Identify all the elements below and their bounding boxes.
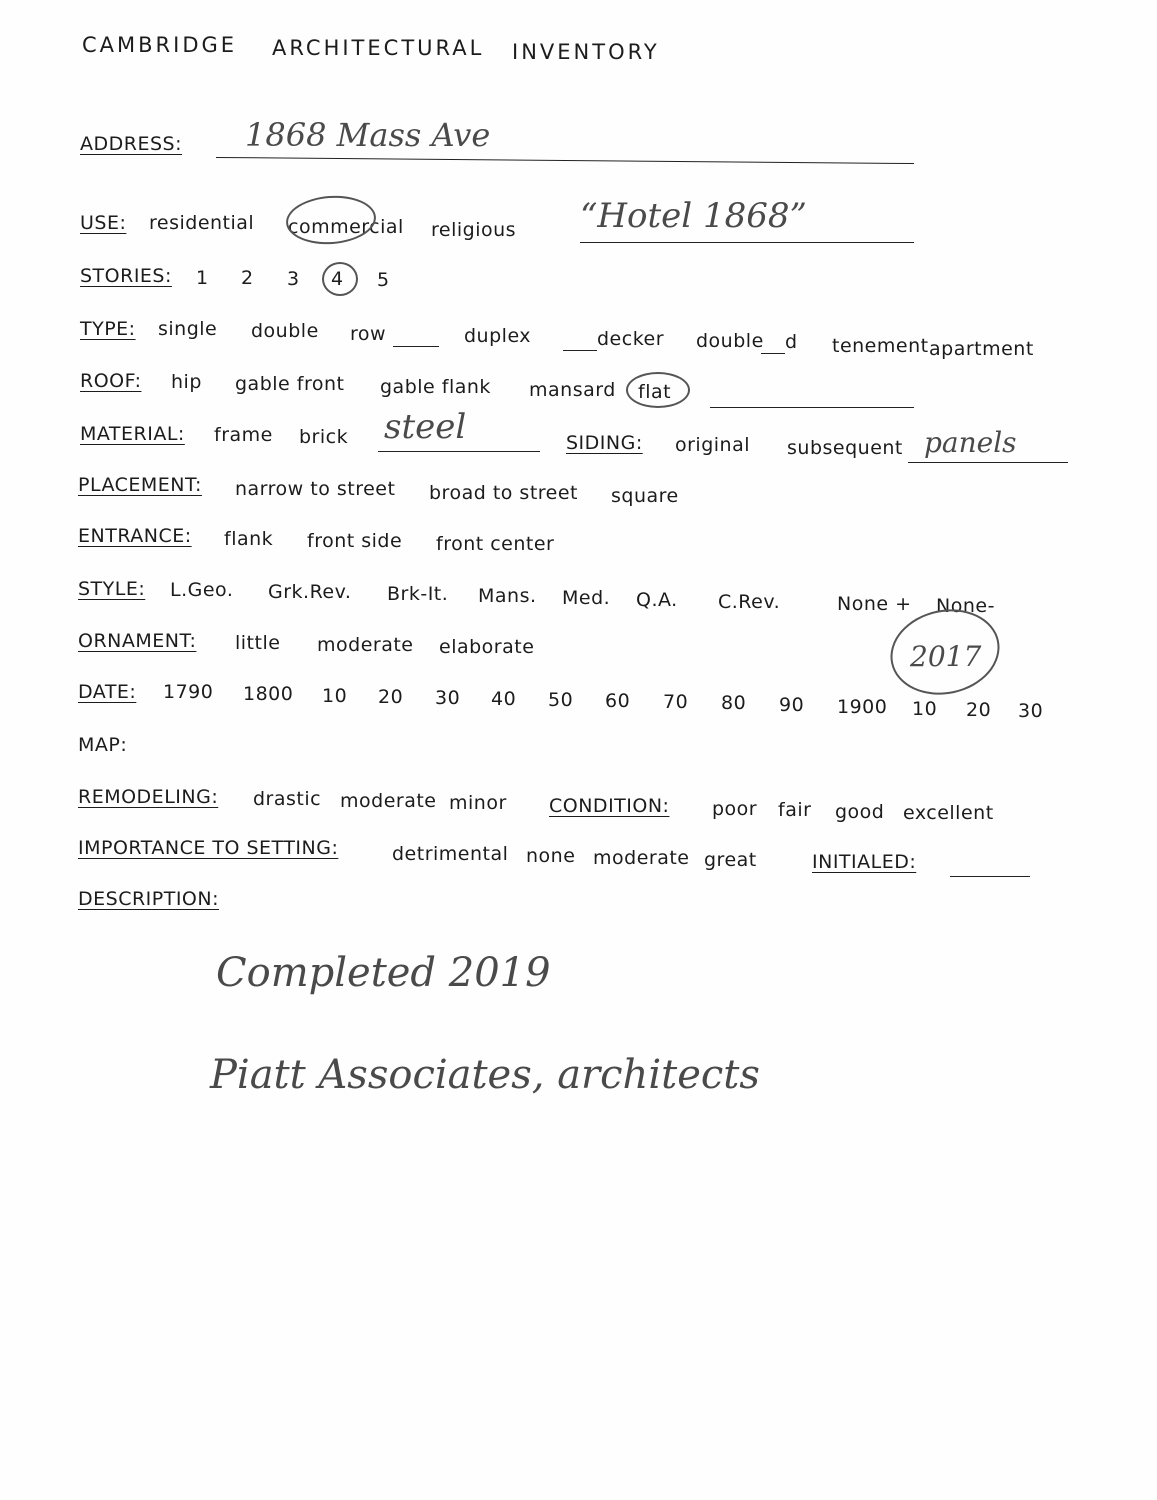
roof-label: ROOF: <box>80 370 142 392</box>
description-line-1: Completed 2019 <box>216 950 551 996</box>
roof-hip: hip <box>171 371 202 393</box>
type-apartment: apartment <box>929 338 1034 360</box>
roof-mansard: mansard <box>529 379 616 401</box>
style-crev: C.Rev. <box>718 591 781 613</box>
date-80: 80 <box>721 692 747 714</box>
roof-other-line <box>710 407 914 408</box>
siding-subsequent: subsequent <box>787 437 903 459</box>
use-commercial-circle <box>284 193 377 247</box>
condition-poor: poor <box>712 798 758 820</box>
date-30: 30 <box>435 687 461 709</box>
placement-label: PLACEMENT: <box>78 474 202 496</box>
ornament-elaborate: elaborate <box>439 636 535 658</box>
placement-broad: broad to street <box>429 482 579 504</box>
material-brick: brick <box>299 426 349 448</box>
stories-label: STORIES: <box>80 265 172 287</box>
address-value: 1868 Mass Ave <box>245 116 491 154</box>
date-60: 60 <box>605 690 631 712</box>
use-note-line <box>580 242 914 243</box>
style-med: Med. <box>562 587 611 609</box>
roof-flat-circle <box>626 372 690 408</box>
map-label: MAP: <box>78 734 128 756</box>
importance-detrimental: detrimental <box>392 843 509 865</box>
use-label: USE: <box>80 212 127 234</box>
siding-original: original <box>675 434 751 456</box>
ornament-little: little <box>235 632 281 654</box>
entrance-front-side: front side <box>307 530 403 552</box>
date-1790: 1790 <box>163 681 214 703</box>
siding-line <box>908 462 1068 463</box>
entrance-front-center: front center <box>436 533 555 555</box>
type-double: double <box>251 320 319 342</box>
condition-good: good <box>835 801 885 823</box>
stories-3: 3 <box>287 268 300 290</box>
stories-4: 4 <box>331 268 344 290</box>
date-label: DATE: <box>78 681 137 703</box>
type-label: TYPE: <box>80 318 136 340</box>
type-row-blank <box>393 346 439 347</box>
type-tenement: tenement <box>832 335 929 357</box>
address-label: ADDRESS: <box>80 133 182 155</box>
importance-label: IMPORTANCE TO SETTING: <box>78 837 339 859</box>
placement-square: square <box>611 485 679 507</box>
remodeling-drastic: drastic <box>253 788 322 810</box>
condition-excellent: excellent <box>903 802 994 824</box>
entrance-label: ENTRANCE: <box>78 525 192 547</box>
date-20: 20 <box>378 686 404 708</box>
type-duplex: duplex <box>464 325 532 347</box>
stories-1: 1 <box>196 267 209 289</box>
style-lgeo: L.Geo. <box>170 579 234 601</box>
type-double-blank <box>761 353 785 354</box>
remodeling-label: REMODELING: <box>78 786 219 808</box>
title-cambridge: CAMBRIDGE <box>82 33 238 57</box>
type-decker: decker <box>597 328 665 350</box>
date-50: 50 <box>548 689 574 711</box>
material-label: MATERIAL: <box>80 423 185 445</box>
material-frame: frame <box>214 424 273 446</box>
importance-none: none <box>526 845 576 867</box>
date-1800: 1800 <box>243 683 294 705</box>
description-line-2: Piatt Associates, architects <box>210 1052 760 1098</box>
initialed-line <box>950 876 1030 877</box>
stories-2: 2 <box>241 267 254 289</box>
remodeling-minor: minor <box>449 792 507 814</box>
style-brkit: Brk-It. <box>387 583 449 605</box>
date-1930: 30 <box>1018 700 1044 722</box>
remodeling-moderate: moderate <box>340 790 437 812</box>
address-line <box>216 157 914 164</box>
title-inventory: INVENTORY <box>512 40 660 64</box>
date-10: 10 <box>322 685 348 707</box>
initialed-label: INITIALED: <box>812 851 917 873</box>
use-residential: residential <box>149 212 255 234</box>
style-label: STYLE: <box>78 578 146 600</box>
ornament-label: ORNAMENT: <box>78 630 197 652</box>
roof-gable-flank: gable flank <box>380 376 491 398</box>
type-decker-blank <box>563 350 597 351</box>
use-commercial: commercial <box>288 216 404 238</box>
style-none-plus: None + <box>837 593 912 615</box>
stories-4-circle <box>322 262 358 296</box>
roof-flat: flat <box>638 381 672 403</box>
ornament-moderate: moderate <box>317 634 414 656</box>
use-religious: religious <box>431 219 517 241</box>
siding-value: panels <box>924 426 1017 459</box>
style-none-minus: None- <box>936 595 995 617</box>
roof-gable-front: gable front <box>235 373 345 395</box>
material-line <box>378 451 540 452</box>
importance-moderate: moderate <box>593 847 690 869</box>
material-value: steel <box>384 407 467 447</box>
siding-label: SIDING: <box>566 432 643 454</box>
style-qa: Q.A. <box>636 589 678 611</box>
date-70: 70 <box>663 691 689 713</box>
type-row: row <box>350 323 387 345</box>
stories-5: 5 <box>377 269 390 291</box>
date-1910: 10 <box>912 698 938 720</box>
date-1900: 1900 <box>837 696 888 718</box>
title-architectural: ARCHITECTURAL <box>272 36 485 60</box>
entrance-flank: flank <box>224 528 274 550</box>
condition-fair: fair <box>778 799 812 821</box>
type-d: d <box>785 331 798 353</box>
placement-narrow: narrow to street <box>235 478 396 500</box>
style-mans: Mans. <box>478 585 537 607</box>
type-double-decker: double <box>696 330 764 352</box>
date-1920: 20 <box>966 699 992 721</box>
date-40: 40 <box>491 688 517 710</box>
condition-label: CONDITION: <box>549 795 670 817</box>
description-label: DESCRIPTION: <box>78 888 220 910</box>
type-single: single <box>158 318 218 340</box>
use-note: “Hotel 1868” <box>580 196 807 236</box>
style-grkrev: Grk.Rev. <box>268 581 352 603</box>
importance-great: great <box>704 849 757 871</box>
date-90: 90 <box>779 694 805 716</box>
date-note: 2017 <box>910 640 982 673</box>
